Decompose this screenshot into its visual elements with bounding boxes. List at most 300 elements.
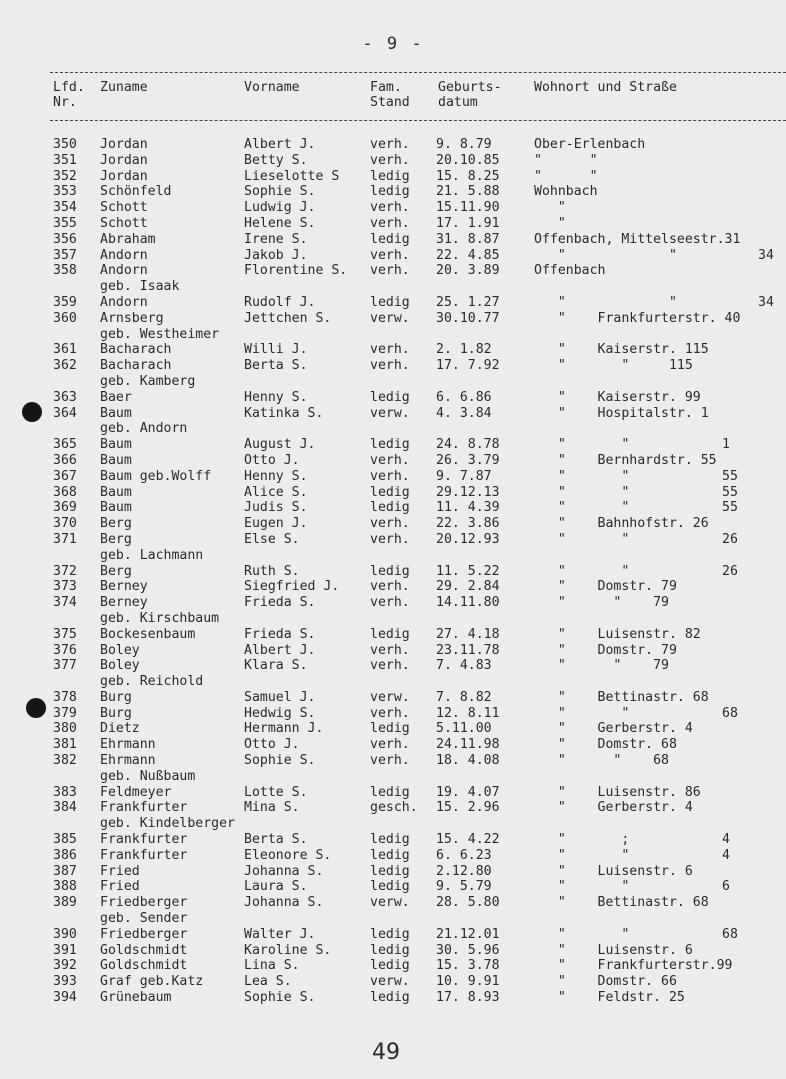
entry-surname: Boley <box>100 642 140 658</box>
entry-birthdate: 25. 1.27 <box>436 294 500 310</box>
page-number: - 9 - <box>362 34 424 54</box>
entry-marital-status: verh. <box>370 247 410 263</box>
entry-birthdate: 9. 5.79 <box>436 879 492 895</box>
entry-firstname: Helene S. <box>244 215 316 231</box>
entry-marital-status: ledig <box>370 879 410 895</box>
entry-firstname: Irene S. <box>244 231 308 247</box>
entry-residence: " Frankfurterstr.99 <box>534 958 733 974</box>
entry-firstname: Lieselotte S <box>244 168 340 184</box>
entry-firstname: Betty S. <box>244 152 308 168</box>
entry-number: 357 <box>53 247 77 263</box>
entry-surname: Frankfurter <box>100 832 188 848</box>
entry-surname: Baum <box>100 437 132 453</box>
table-row-continuation <box>0 279 786 295</box>
entry-surname: Bacharach <box>100 358 172 374</box>
entry-surname: Friedberger <box>100 926 188 942</box>
table-row <box>0 295 786 311</box>
entry-firstname: Ruth S. <box>244 563 300 579</box>
entry-residence: " Gerberstr. 4 <box>534 721 693 737</box>
table-row <box>0 390 786 406</box>
table-row <box>0 800 786 816</box>
entry-marital-status: ledig <box>370 500 410 516</box>
entry-house-number: 55 <box>722 500 738 516</box>
entry-number: 371 <box>53 531 77 547</box>
entry-surname: Andorn <box>100 294 148 310</box>
table-row <box>0 595 786 611</box>
entry-marital-status: gesch. <box>370 800 418 816</box>
entry-surname: Schott <box>100 200 148 216</box>
entry-residence: Ober-Erlenbach <box>534 137 646 152</box>
entry-marital-status: ledig <box>370 294 410 310</box>
entry-surname: Berg <box>100 563 132 579</box>
entry-number: 354 <box>53 200 77 216</box>
entry-birthdate: 22. 4.85 <box>436 247 500 263</box>
entry-number: 385 <box>53 832 77 848</box>
entry-surname: Goldschmidt <box>100 942 188 958</box>
table-row <box>0 532 786 548</box>
entry-number: 379 <box>53 705 77 721</box>
entry-birthdate: 17. 1.91 <box>436 215 500 231</box>
entry-residence: " ; <box>534 832 630 848</box>
entry-residence: " Domstr. 66 <box>534 974 677 990</box>
entry-marital-status: ledig <box>370 626 410 642</box>
table-row <box>0 690 786 706</box>
entry-firstname: Klara S. <box>244 658 308 674</box>
entry-residence: " " <box>534 468 630 484</box>
entry-house-number: 1 <box>722 437 730 453</box>
entry-surname: geb. Reichold <box>100 674 204 690</box>
entry-house-number: 6 <box>722 879 730 895</box>
header-nr: Nr. <box>53 95 77 110</box>
entry-birthdate: 18. 4.08 <box>436 753 500 769</box>
entry-marital-status: ledig <box>370 942 410 958</box>
table-row <box>0 500 786 516</box>
entry-number: 378 <box>53 689 77 705</box>
entry-marital-status: verw. <box>370 895 410 911</box>
entry-firstname: Jettchen S. <box>244 310 332 326</box>
entry-number: 380 <box>53 721 77 737</box>
entry-marital-status: ledig <box>370 926 410 942</box>
entry-surname: geb. Westheimer <box>100 326 220 342</box>
entry-house-number: 26 <box>722 531 738 547</box>
entry-birthdate: 15.11.90 <box>436 200 500 216</box>
entry-residence: " " <box>534 531 630 547</box>
entry-house-number: 55 <box>722 484 738 500</box>
entry-marital-status: ledig <box>370 990 410 1006</box>
entry-marital-status: verw. <box>370 974 410 990</box>
entry-firstname: August J. <box>244 437 316 453</box>
entry-birthdate: 27. 4.18 <box>436 626 500 642</box>
entry-number: 367 <box>53 468 77 484</box>
entry-firstname: Eugen J. <box>244 516 308 532</box>
entry-firstname: Laura S. <box>244 879 308 895</box>
entry-residence: " Domstr. 79 <box>534 579 677 595</box>
table-row <box>0 974 786 990</box>
entry-residence: " <box>534 215 566 231</box>
entry-number: 356 <box>53 231 77 247</box>
entry-birthdate: 15. 4.22 <box>436 832 500 848</box>
entry-residence: Wohnbach <box>534 184 598 200</box>
entry-residence: " " 115 <box>534 358 693 374</box>
entry-surname: Baum <box>100 500 132 516</box>
entry-residence: " " <box>534 247 677 263</box>
entry-number: 360 <box>53 310 77 326</box>
entry-firstname: Samuel J. <box>244 689 316 705</box>
entry-house-number: 4 <box>722 847 730 863</box>
entry-marital-status: verh. <box>370 152 410 168</box>
entry-residence: " Domstr. 79 <box>534 642 677 658</box>
entry-marital-status: ledig <box>370 184 410 200</box>
header-lfd: Lfd. <box>53 80 85 95</box>
footer-number: 49 <box>372 1040 400 1065</box>
entry-residence: " " 68 <box>534 753 669 769</box>
entry-firstname: Berta S. <box>244 358 308 374</box>
table-row <box>0 485 786 501</box>
entry-number: 391 <box>53 942 77 958</box>
entry-marital-status: verh. <box>370 642 410 658</box>
entry-residence: " <box>534 200 566 216</box>
entry-residence: " Domstr. 68 <box>534 737 677 753</box>
entry-firstname: Eleonore S. <box>244 847 332 863</box>
table-row <box>0 564 786 580</box>
entry-surname: Boley <box>100 658 140 674</box>
table-row <box>0 895 786 911</box>
entry-surname: geb. Isaak <box>100 279 180 295</box>
table-row <box>0 848 786 864</box>
table-row <box>0 232 786 248</box>
table-row <box>0 832 786 848</box>
entry-number: 364 <box>53 405 77 421</box>
entry-birthdate: 20.12.93 <box>436 531 500 547</box>
entry-surname: Jordan <box>100 152 148 168</box>
entry-marital-status: ledig <box>370 721 410 737</box>
entry-birthdate: 9. 7.87 <box>436 468 492 484</box>
entry-birthdate: 7. 8.82 <box>436 689 492 705</box>
header-geburtsdatum <box>438 80 502 110</box>
entry-birthdate: 9. 8.79 <box>436 137 492 152</box>
entry-firstname: Siegfried J. <box>244 579 340 595</box>
table-row <box>0 406 786 422</box>
entry-residence: " Luisenstr. 86 <box>534 784 701 800</box>
entry-firstname: Rudolf J. <box>244 294 316 310</box>
entry-house-number: 55 <box>722 468 738 484</box>
entry-firstname: Lotte S. <box>244 784 308 800</box>
entry-surname: Friedberger <box>100 895 188 911</box>
entry-firstname: Berta S. <box>244 832 308 848</box>
entry-marital-status: ledig <box>370 958 410 974</box>
header-lfd-nr <box>53 80 85 110</box>
entry-firstname: Karoline S. <box>244 942 332 958</box>
entry-birthdate: 19. 4.07 <box>436 784 500 800</box>
entry-surname: Frankfurter <box>100 800 188 816</box>
entry-surname: Burg <box>100 689 132 705</box>
entry-marital-status: ledig <box>370 863 410 879</box>
entry-surname: Baum geb.Wolff <box>100 468 212 484</box>
entry-residence: " Bettinastr. 68 <box>534 689 709 705</box>
entry-marital-status: ledig <box>370 484 410 500</box>
entry-firstname: Katinka S. <box>244 405 324 421</box>
entry-number: 368 <box>53 484 77 500</box>
entry-residence: " " <box>534 926 630 942</box>
entry-number: 372 <box>53 563 77 579</box>
top-rule <box>50 72 786 73</box>
entry-residence: Offenbach, Mittelseestr.31 <box>534 231 741 247</box>
entry-firstname: Frieda S. <box>244 595 316 611</box>
entry-firstname: Otto J. <box>244 452 300 468</box>
entry-birthdate: 15. 8.25 <box>436 168 500 184</box>
table-row <box>0 706 786 722</box>
entry-residence: " " <box>534 168 598 184</box>
entry-firstname: Jakob J. <box>244 247 308 263</box>
table-row-continuation <box>0 548 786 564</box>
entry-surname: Andorn <box>100 263 148 279</box>
entry-surname: Baer <box>100 389 132 405</box>
entry-marital-status: verh. <box>370 468 410 484</box>
table-row <box>0 342 786 358</box>
entry-birthdate: 7. 4.83 <box>436 658 492 674</box>
table-row <box>0 879 786 895</box>
entry-house-number: 4 <box>722 832 730 848</box>
table-row <box>0 263 786 279</box>
entry-marital-status: verh. <box>370 452 410 468</box>
entry-surname: geb. Nußbaum <box>100 768 196 784</box>
entry-number: 350 <box>53 137 77 152</box>
table-row <box>0 153 786 169</box>
entry-residence: " " <box>534 879 630 895</box>
entry-number: 376 <box>53 642 77 658</box>
header-datum: datum <box>438 95 478 110</box>
table-row <box>0 990 786 1006</box>
entry-residence: " Frankfurterstr. 40 <box>534 310 741 326</box>
table-row <box>0 248 786 264</box>
entry-surname: Schönfeld <box>100 184 172 200</box>
entry-surname: Jordan <box>100 168 148 184</box>
entry-marital-status: ledig <box>370 832 410 848</box>
entry-surname: Berney <box>100 579 148 595</box>
entry-marital-status: ledig <box>370 784 410 800</box>
header-stand: Stand <box>370 95 410 110</box>
entry-surname: Abraham <box>100 231 156 247</box>
table-row <box>0 737 786 753</box>
table-row <box>0 721 786 737</box>
punch-hole <box>26 698 46 718</box>
entry-marital-status: verw. <box>370 405 410 421</box>
entry-marital-status: ledig <box>370 389 410 405</box>
table-row-continuation <box>0 769 786 785</box>
entry-birthdate: 4. 3.84 <box>436 405 492 421</box>
entry-number: 384 <box>53 800 77 816</box>
entry-surname: geb. Kirschbaum <box>100 610 220 626</box>
entry-number: 373 <box>53 579 77 595</box>
entry-surname: Andorn <box>100 247 148 263</box>
entry-firstname: Sophie S. <box>244 990 316 1006</box>
entry-birthdate: 11. 5.22 <box>436 563 500 579</box>
entry-firstname: Johanna S. <box>244 895 324 911</box>
entry-number: 370 <box>53 516 77 532</box>
entry-house-number: 26 <box>722 563 738 579</box>
entry-residence: " Kaiserstr. 115 <box>534 342 709 358</box>
entry-marital-status: verh. <box>370 342 410 358</box>
entry-residence: " Kaiserstr. 99 <box>534 389 701 405</box>
entry-birthdate: 21.12.01 <box>436 926 500 942</box>
entry-firstname: Henny S. <box>244 389 308 405</box>
entry-firstname: Otto J. <box>244 737 300 753</box>
entry-birthdate: 14.11.80 <box>436 595 500 611</box>
entry-residence: " " 79 <box>534 595 669 611</box>
entry-house-number: 68 <box>722 926 738 942</box>
entry-birthdate: 28. 5.80 <box>436 895 500 911</box>
entry-residence: " Bernhardstr. 55 <box>534 452 717 468</box>
entry-number: 392 <box>53 958 77 974</box>
entry-birthdate: 6. 6.23 <box>436 847 492 863</box>
entry-birthdate: 23.11.78 <box>436 642 500 658</box>
entry-birthdate: 2.12.80 <box>436 863 492 879</box>
entry-number: 394 <box>53 990 77 1006</box>
table-row <box>0 216 786 232</box>
entry-number: 355 <box>53 215 77 231</box>
entry-birthdate: 24. 8.78 <box>436 437 500 453</box>
entry-birthdate: 15. 2.96 <box>436 800 500 816</box>
entry-residence: " Bahnhofstr. 26 <box>534 516 709 532</box>
table-row <box>0 643 786 659</box>
table-row <box>0 943 786 959</box>
entry-surname: geb. Sender <box>100 911 188 927</box>
entry-firstname: Lina S. <box>244 958 300 974</box>
entry-surname: Schott <box>100 215 148 231</box>
entry-surname: Burg <box>100 705 132 721</box>
entry-surname: Dietz <box>100 721 140 737</box>
entry-house-number: 68 <box>722 705 738 721</box>
entry-residence: Offenbach <box>534 263 606 279</box>
entry-surname: Berg <box>100 531 132 547</box>
entry-marital-status: verh. <box>370 531 410 547</box>
entry-surname: Berg <box>100 516 132 532</box>
entry-birthdate: 24.11.98 <box>436 737 500 753</box>
entry-number: 366 <box>53 452 77 468</box>
table-row <box>0 658 786 674</box>
entry-house-number: 34 <box>758 294 774 310</box>
header-fam-stand <box>370 80 410 110</box>
entry-surname: Baum <box>100 452 132 468</box>
table-row <box>0 169 786 185</box>
entry-marital-status: verw. <box>370 310 410 326</box>
entry-surname: Berney <box>100 595 148 611</box>
table-row-continuation <box>0 816 786 832</box>
table-row <box>0 579 786 595</box>
entry-number: 351 <box>53 152 77 168</box>
table-row-continuation <box>0 421 786 437</box>
entry-marital-status: verh. <box>370 215 410 231</box>
entry-residence: " " <box>534 152 598 168</box>
entry-firstname: Willi J. <box>244 342 308 358</box>
entry-firstname: Johanna S. <box>244 863 324 879</box>
header-geburts: Geburts- <box>438 80 502 95</box>
entry-firstname: Hedwig S. <box>244 705 316 721</box>
entry-number: 358 <box>53 263 77 279</box>
entry-firstname: Hermann J. <box>244 721 324 737</box>
entry-residence: " Feldstr. 25 <box>534 990 685 1006</box>
entry-birthdate: 20. 3.89 <box>436 263 500 279</box>
table-row <box>0 864 786 880</box>
header-wohnort: Wohnort und Straße <box>534 80 677 95</box>
entry-firstname: Alice S. <box>244 484 308 500</box>
table-row <box>0 958 786 974</box>
entry-birthdate: 17. 8.93 <box>436 990 500 1006</box>
entry-number: 369 <box>53 500 77 516</box>
entry-residence: " Hospitalstr. 1 <box>534 405 709 421</box>
entry-marital-status: verh. <box>370 579 410 595</box>
entry-firstname: Sophie S. <box>244 753 316 769</box>
entry-firstname: Ludwig J. <box>244 200 316 216</box>
entry-residence: " Luisenstr. 82 <box>534 626 701 642</box>
entry-surname: geb. Andorn <box>100 421 188 437</box>
header-rule <box>50 120 786 121</box>
entry-surname: Feldmeyer <box>100 784 172 800</box>
entry-marital-status: verh. <box>370 137 410 152</box>
entry-marital-status: verh. <box>370 200 410 216</box>
entry-number: 359 <box>53 294 77 310</box>
entry-number: 374 <box>53 595 77 611</box>
header-fam: Fam. <box>370 80 402 95</box>
table-row <box>0 437 786 453</box>
entry-residence: " " <box>534 437 630 453</box>
entry-surname: geb. Kamberg <box>100 373 196 389</box>
entry-marital-status: verh. <box>370 753 410 769</box>
entry-birthdate: 12. 8.11 <box>436 705 500 721</box>
entry-firstname: Albert J. <box>244 642 316 658</box>
table-row-continuation <box>0 611 786 627</box>
entry-residence: " " <box>534 294 677 310</box>
entry-surname: Graf geb.Katz <box>100 974 204 990</box>
entry-birthdate: 21. 5.88 <box>436 184 500 200</box>
entry-birthdate: 22. 3.86 <box>436 516 500 532</box>
entry-number: 387 <box>53 863 77 879</box>
entry-number: 352 <box>53 168 77 184</box>
entry-birthdate: 15. 3.78 <box>436 958 500 974</box>
entry-number: 381 <box>53 737 77 753</box>
entry-marital-status: ledig <box>370 231 410 247</box>
entry-surname: Bockesenbaum <box>100 626 196 642</box>
entry-birthdate: 29. 2.84 <box>436 579 500 595</box>
entry-surname: Goldschmidt <box>100 958 188 974</box>
entry-number: 383 <box>53 784 77 800</box>
entry-birthdate: 2. 1.82 <box>436 342 492 358</box>
entry-surname: Bacharach <box>100 342 172 358</box>
entry-residence: " " <box>534 705 630 721</box>
entry-residence: " " <box>534 500 630 516</box>
entry-surname: Fried <box>100 863 140 879</box>
table-row <box>0 200 786 216</box>
entry-number: 386 <box>53 847 77 863</box>
punch-hole <box>22 402 42 422</box>
entry-number: 353 <box>53 184 77 200</box>
entry-firstname: Florentine S. <box>244 263 348 279</box>
entry-surname: Grünebaum <box>100 990 172 1006</box>
entry-birthdate: 30.10.77 <box>436 310 500 326</box>
table-row <box>0 311 786 327</box>
table-row-continuation <box>0 374 786 390</box>
entry-surname: Ehrmann <box>100 753 156 769</box>
table-row <box>0 516 786 532</box>
entry-marital-status: verh. <box>370 705 410 721</box>
entry-surname: Fried <box>100 879 140 895</box>
entry-firstname: Sophie S. <box>244 184 316 200</box>
entry-birthdate: 5.11.00 <box>436 721 492 737</box>
entry-marital-status: ledig <box>370 847 410 863</box>
entry-surname: geb. Lachmann <box>100 547 204 563</box>
entry-residence: " Luisenstr. 6 <box>534 942 693 958</box>
entry-firstname: Else S. <box>244 531 300 547</box>
